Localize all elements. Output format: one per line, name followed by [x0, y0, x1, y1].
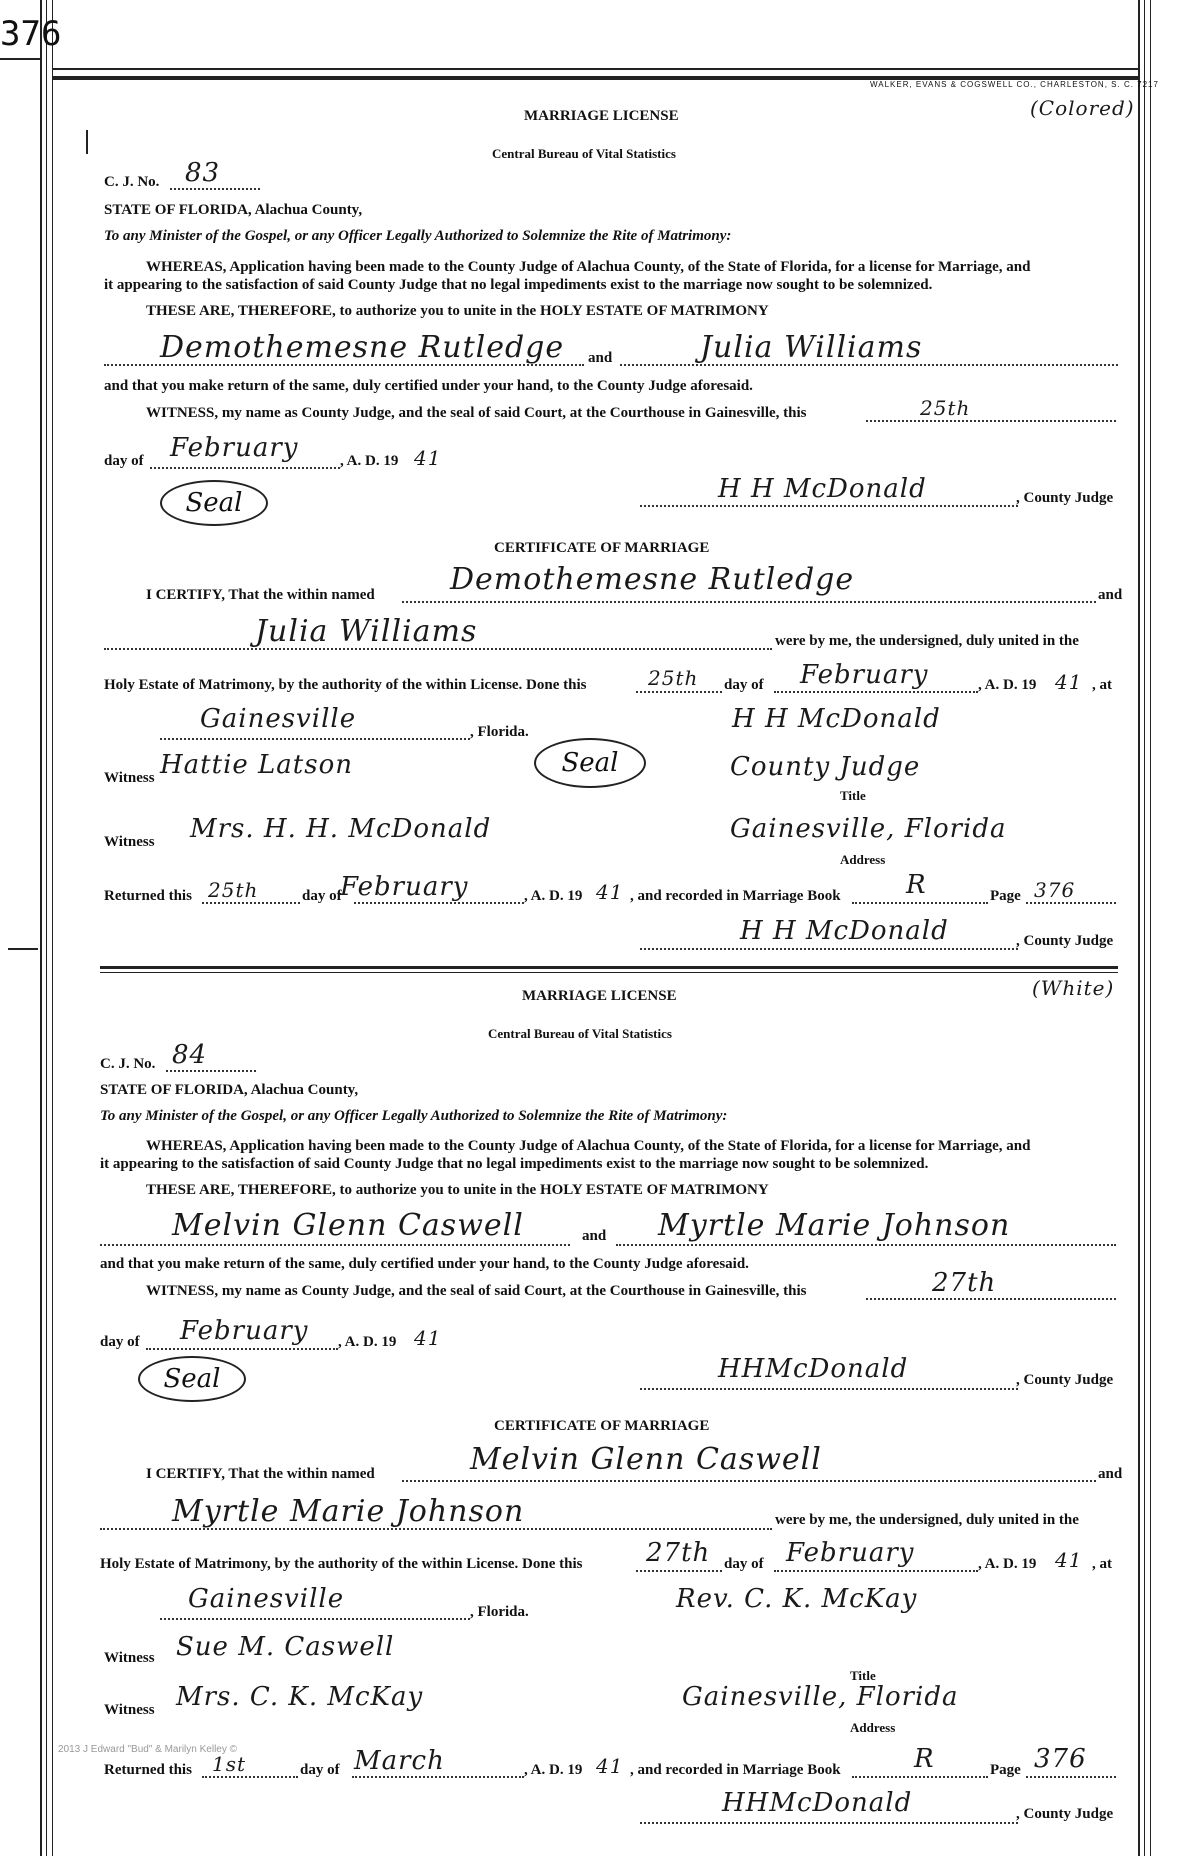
license-month-line-2 — [146, 1348, 338, 1350]
recorder-signature-1: H H McDonald — [740, 916, 949, 946]
and-1: and — [588, 350, 613, 366]
florida-1: , Florida. — [470, 724, 529, 740]
right-margin-line-2 — [1144, 0, 1145, 1856]
done-month-2: February — [786, 1538, 915, 1568]
were-by-me-2: were by me, the undersigned, duly united in the — [775, 1512, 1079, 1528]
recorder-line-1 — [640, 948, 1018, 950]
recorder-county-judge-1: , County Judge — [1016, 933, 1114, 949]
returned-day-line-1 — [202, 902, 300, 904]
address-line-1: To any Minister of the Gospel, or any Officer Legally Authorized to Solemnize the Rite of Matrimony: — [104, 228, 732, 244]
license-year-1: 41 — [414, 446, 442, 470]
printer-imprint: WALKER, EVANS & COGSWELL CO., CHARLESTON, S. C. 7217 — [870, 80, 1159, 89]
record-separator-2 — [100, 972, 1118, 973]
bride-2: Myrtle Marie Johnson — [658, 1208, 1011, 1243]
ad-label-2: , A. D. 19 — [338, 1334, 397, 1350]
done-ad-1: , A. D. 19 — [978, 677, 1037, 693]
license-title-2: MARRIAGE LICENSE — [522, 988, 677, 1004]
recorder-signature-2: HHMcDonald — [722, 1788, 913, 1818]
copyright-watermark: 2013 J Edward "Bud" & Marilyn Kelley © — [58, 1744, 237, 1755]
done-ad-2: , A. D. 19 — [978, 1556, 1037, 1572]
license-month-2: February — [180, 1316, 309, 1346]
license-day-line-1 — [866, 420, 1116, 422]
officiant-address-1: Gainesville, Florida — [730, 814, 1007, 844]
cj-no-label-1: C. J. No. — [104, 174, 160, 190]
top-rule — [53, 68, 1138, 70]
left-margin-line-2 — [46, 0, 47, 1856]
title-label-1: Title — [840, 788, 866, 803]
these-are-1: THESE ARE, THEREFORE, to authorize you to unite in the HOLY ESTATE OF MATRIMONY — [146, 303, 769, 319]
address-label-2: Address — [850, 1720, 896, 1735]
cj-no-line-1 — [170, 188, 260, 190]
judge-line-1 — [640, 505, 1018, 507]
groom-1: Demothemesne Rutledge — [160, 330, 565, 365]
witness-line-2: WITNESS, my name as County Judge, and the seal of said Court, at the Courthouse in Gainesville, this — [146, 1283, 807, 1299]
cj-no-line-2 — [166, 1070, 256, 1072]
returned-year-2: 41 — [596, 1754, 624, 1778]
page-label-2: Page — [990, 1762, 1021, 1778]
witness-label-1a: Witness — [104, 770, 155, 786]
cert-bride-2: Myrtle Marie Johnson — [172, 1494, 525, 1529]
witness-2b: Mrs. C. K. McKay — [176, 1682, 424, 1712]
page-number: 376 — [0, 14, 62, 54]
returned-month-line-1 — [354, 902, 524, 904]
return-line-2: and that you make return of the same, duly certified under your hand, to the County Judge aforesaid. — [100, 1256, 749, 1272]
returned-month-line-2 — [352, 1776, 524, 1778]
license-title-1: MARRIAGE LICENSE — [524, 108, 679, 124]
florida-2: , Florida. — [470, 1604, 529, 1620]
license-year-2: 41 — [414, 1326, 442, 1350]
were-by-me-1: were by me, the undersigned, duly united in the — [775, 633, 1079, 649]
judge-signature-2: HHMcDonald — [718, 1354, 909, 1384]
page-line-2 — [1026, 1776, 1116, 1778]
margin-dash-mark — [8, 948, 38, 950]
returned-month-1: February — [340, 872, 469, 902]
returned-year-1: 41 — [596, 880, 624, 904]
cert-and-2: and — [1098, 1466, 1123, 1482]
officiant-title-1: County Judge — [730, 752, 921, 782]
page-value-1: 376 — [1034, 878, 1076, 902]
cert-title-2: CERTIFICATE OF MARRIAGE — [494, 1418, 710, 1434]
judge-signature-1: H H McDonald — [718, 474, 927, 504]
cert-title-1: CERTIFICATE OF MARRIAGE — [494, 540, 710, 556]
returned-day-line-2 — [202, 1776, 298, 1778]
place-line-1 — [160, 738, 470, 740]
cert-bride-1: Julia Williams — [255, 614, 478, 649]
recorder-line-2 — [640, 1822, 1018, 1824]
right-margin-line-3 — [1150, 0, 1151, 1856]
recorded-2: , and recorded in Marriage Book — [630, 1762, 841, 1778]
cert-groom-1: Demothemesne Rutledge — [450, 562, 855, 597]
cj-no-label-2: C. J. No. — [100, 1056, 156, 1072]
witness-1a: Hattie Latson — [160, 750, 353, 780]
returned-day-of-2: day of — [300, 1762, 340, 1778]
groom-line-2 — [100, 1244, 570, 1246]
cert-and-1: and — [1098, 587, 1123, 603]
recorded-1: , and recorded in Marriage Book — [630, 888, 841, 904]
right-margin-line — [1138, 0, 1140, 1856]
race-note-2: (White) — [1032, 976, 1115, 1000]
county-judge-2: , County Judge — [1016, 1372, 1114, 1388]
witness-line-1: WITNESS, my name as County Judge, and the seal of said Court, at the Courthouse in Gainesville, this — [146, 405, 807, 421]
page-number-box-bottom — [0, 58, 40, 60]
officiant-2: Rev. C. K. McKay — [676, 1584, 918, 1614]
cert-seal-1: Seal — [534, 738, 646, 788]
margin-check-mark — [86, 130, 88, 154]
recorder-county-judge-2: , County Judge — [1016, 1806, 1114, 1822]
license-day-1: 25th — [920, 396, 971, 420]
returned-ad-2: , A. D. 19 — [524, 1762, 583, 1778]
witness-2a: Sue M. Caswell — [176, 1632, 395, 1662]
bureau-2: Central Bureau of Vital Statistics — [488, 1026, 672, 1041]
return-line-1: and that you make return of the same, duly certified under your hand, to the County Judge aforesaid. — [104, 378, 753, 394]
place-2: Gainesville — [188, 1584, 345, 1614]
i-certify-2: I CERTIFY, That the within named — [146, 1466, 375, 1482]
cert-groom-2: Melvin Glenn Caswell — [470, 1442, 822, 1477]
race-note-1: (Colored) — [1030, 96, 1135, 120]
judge-line-2 — [640, 1388, 1018, 1390]
left-margin-line-3 — [52, 0, 53, 1856]
returned-day-2: 1st — [212, 1752, 247, 1776]
address-label-1: Address — [840, 852, 886, 867]
bureau-1: Central Bureau of Vital Statistics — [492, 146, 676, 161]
witness-label-2b: Witness — [104, 1702, 155, 1718]
officiant-1: H H McDonald — [732, 704, 941, 734]
cj-no-1: 83 — [185, 158, 221, 188]
page-label-1: Page — [990, 888, 1021, 904]
done-month-line-2 — [774, 1570, 978, 1572]
done-year-2: 41 — [1055, 1548, 1083, 1572]
state-2: STATE OF FLORIDA, Alachua County, — [100, 1082, 359, 1098]
page-line-1 — [1026, 902, 1116, 904]
state-1: STATE OF FLORIDA, Alachua County, — [104, 202, 363, 218]
book-line-2 — [852, 1776, 988, 1778]
place-line-2 — [160, 1618, 470, 1620]
title-label-2: Title — [850, 1668, 876, 1683]
whereas-2b: it appearing to the satisfaction of said County Judge that no legal impediments exist to the marriage now sought to be solemnized. — [100, 1156, 929, 1172]
done-day-of-1: day of — [724, 677, 764, 693]
holy-estate-2: Holy Estate of Matrimony, by the authority of the within License. Done this — [100, 1556, 583, 1572]
cert-groom-line-1 — [402, 601, 1096, 603]
i-certify-1: I CERTIFY, That the within named — [146, 587, 375, 603]
seal-2: Seal — [138, 1356, 246, 1402]
witness-label-1b: Witness — [104, 834, 155, 850]
record-separator — [100, 966, 1118, 969]
done-month-line-1 — [774, 691, 978, 693]
address-line-2: To any Minister of the Gospel, or any Officer Legally Authorized to Solemnize the Rite of Matrimony: — [100, 1108, 728, 1124]
returned-day-of-1: day of — [302, 888, 342, 904]
officiant-address-2: Gainesville, Florida — [682, 1682, 959, 1712]
day-of-label-1: day of — [104, 453, 144, 469]
seal-1: Seal — [160, 480, 268, 526]
witness-label-2a: Witness — [104, 1650, 155, 1666]
book-2: R — [914, 1744, 935, 1774]
day-of-label-2: day of — [100, 1334, 140, 1350]
left-margin-line — [40, 0, 42, 1856]
and-2: and — [582, 1228, 607, 1244]
cert-groom-line-2 — [402, 1480, 1096, 1482]
county-judge-1: , County Judge — [1016, 490, 1114, 506]
done-at-2: , at — [1092, 1556, 1112, 1572]
done-month-1: February — [800, 660, 929, 690]
these-are-2: THESE ARE, THEREFORE, to authorize you to unite in the HOLY ESTATE OF MATRIMONY — [146, 1182, 769, 1198]
license-day-2: 27th — [932, 1268, 997, 1298]
returned-month-2: March — [354, 1746, 445, 1776]
returned-this-1: Returned this — [104, 888, 192, 904]
license-month-line-1 — [150, 467, 340, 469]
done-year-1: 41 — [1055, 670, 1083, 694]
bride-line-2 — [616, 1244, 1116, 1246]
whereas-2a: WHEREAS, Application having been made to the County Judge of Alachua County, of the State of Florida, for a license for Marriage, and — [146, 1138, 1031, 1154]
bride-1: Julia Williams — [700, 330, 923, 365]
license-month-1: February — [170, 433, 299, 463]
book-line-1 — [852, 902, 988, 904]
done-day-line-2 — [636, 1570, 722, 1572]
done-day-of-2: day of — [724, 1556, 764, 1572]
done-day-1: 25th — [648, 666, 699, 690]
page-value-2: 376 — [1034, 1744, 1087, 1774]
place-1: Gainesville — [200, 704, 357, 734]
done-day-line-1 — [636, 691, 722, 693]
book-1: R — [906, 870, 927, 900]
groom-2: Melvin Glenn Caswell — [172, 1208, 524, 1243]
done-at-1: , at — [1092, 677, 1112, 693]
ad-label-1: , A. D. 19 — [340, 453, 399, 469]
done-day-2: 27th — [646, 1538, 711, 1568]
returned-ad-1: , A. D. 19 — [524, 888, 583, 904]
whereas-1b: it appearing to the satisfaction of said County Judge that no legal impediments exist to the marriage now sought to be solemnized. — [104, 277, 933, 293]
holy-estate-1: Holy Estate of Matrimony, by the authority of the within License. Done this — [104, 677, 587, 693]
returned-this-2: Returned this — [104, 1762, 192, 1778]
cj-no-2: 84 — [172, 1040, 208, 1070]
witness-1b: Mrs. H. H. McDonald — [190, 814, 492, 844]
license-day-line-2 — [866, 1298, 1116, 1300]
returned-day-1: 25th — [208, 878, 259, 902]
whereas-1a: WHEREAS, Application having been made to the County Judge of Alachua County, of the State of Florida, for a license for Marriage, and — [146, 259, 1031, 275]
